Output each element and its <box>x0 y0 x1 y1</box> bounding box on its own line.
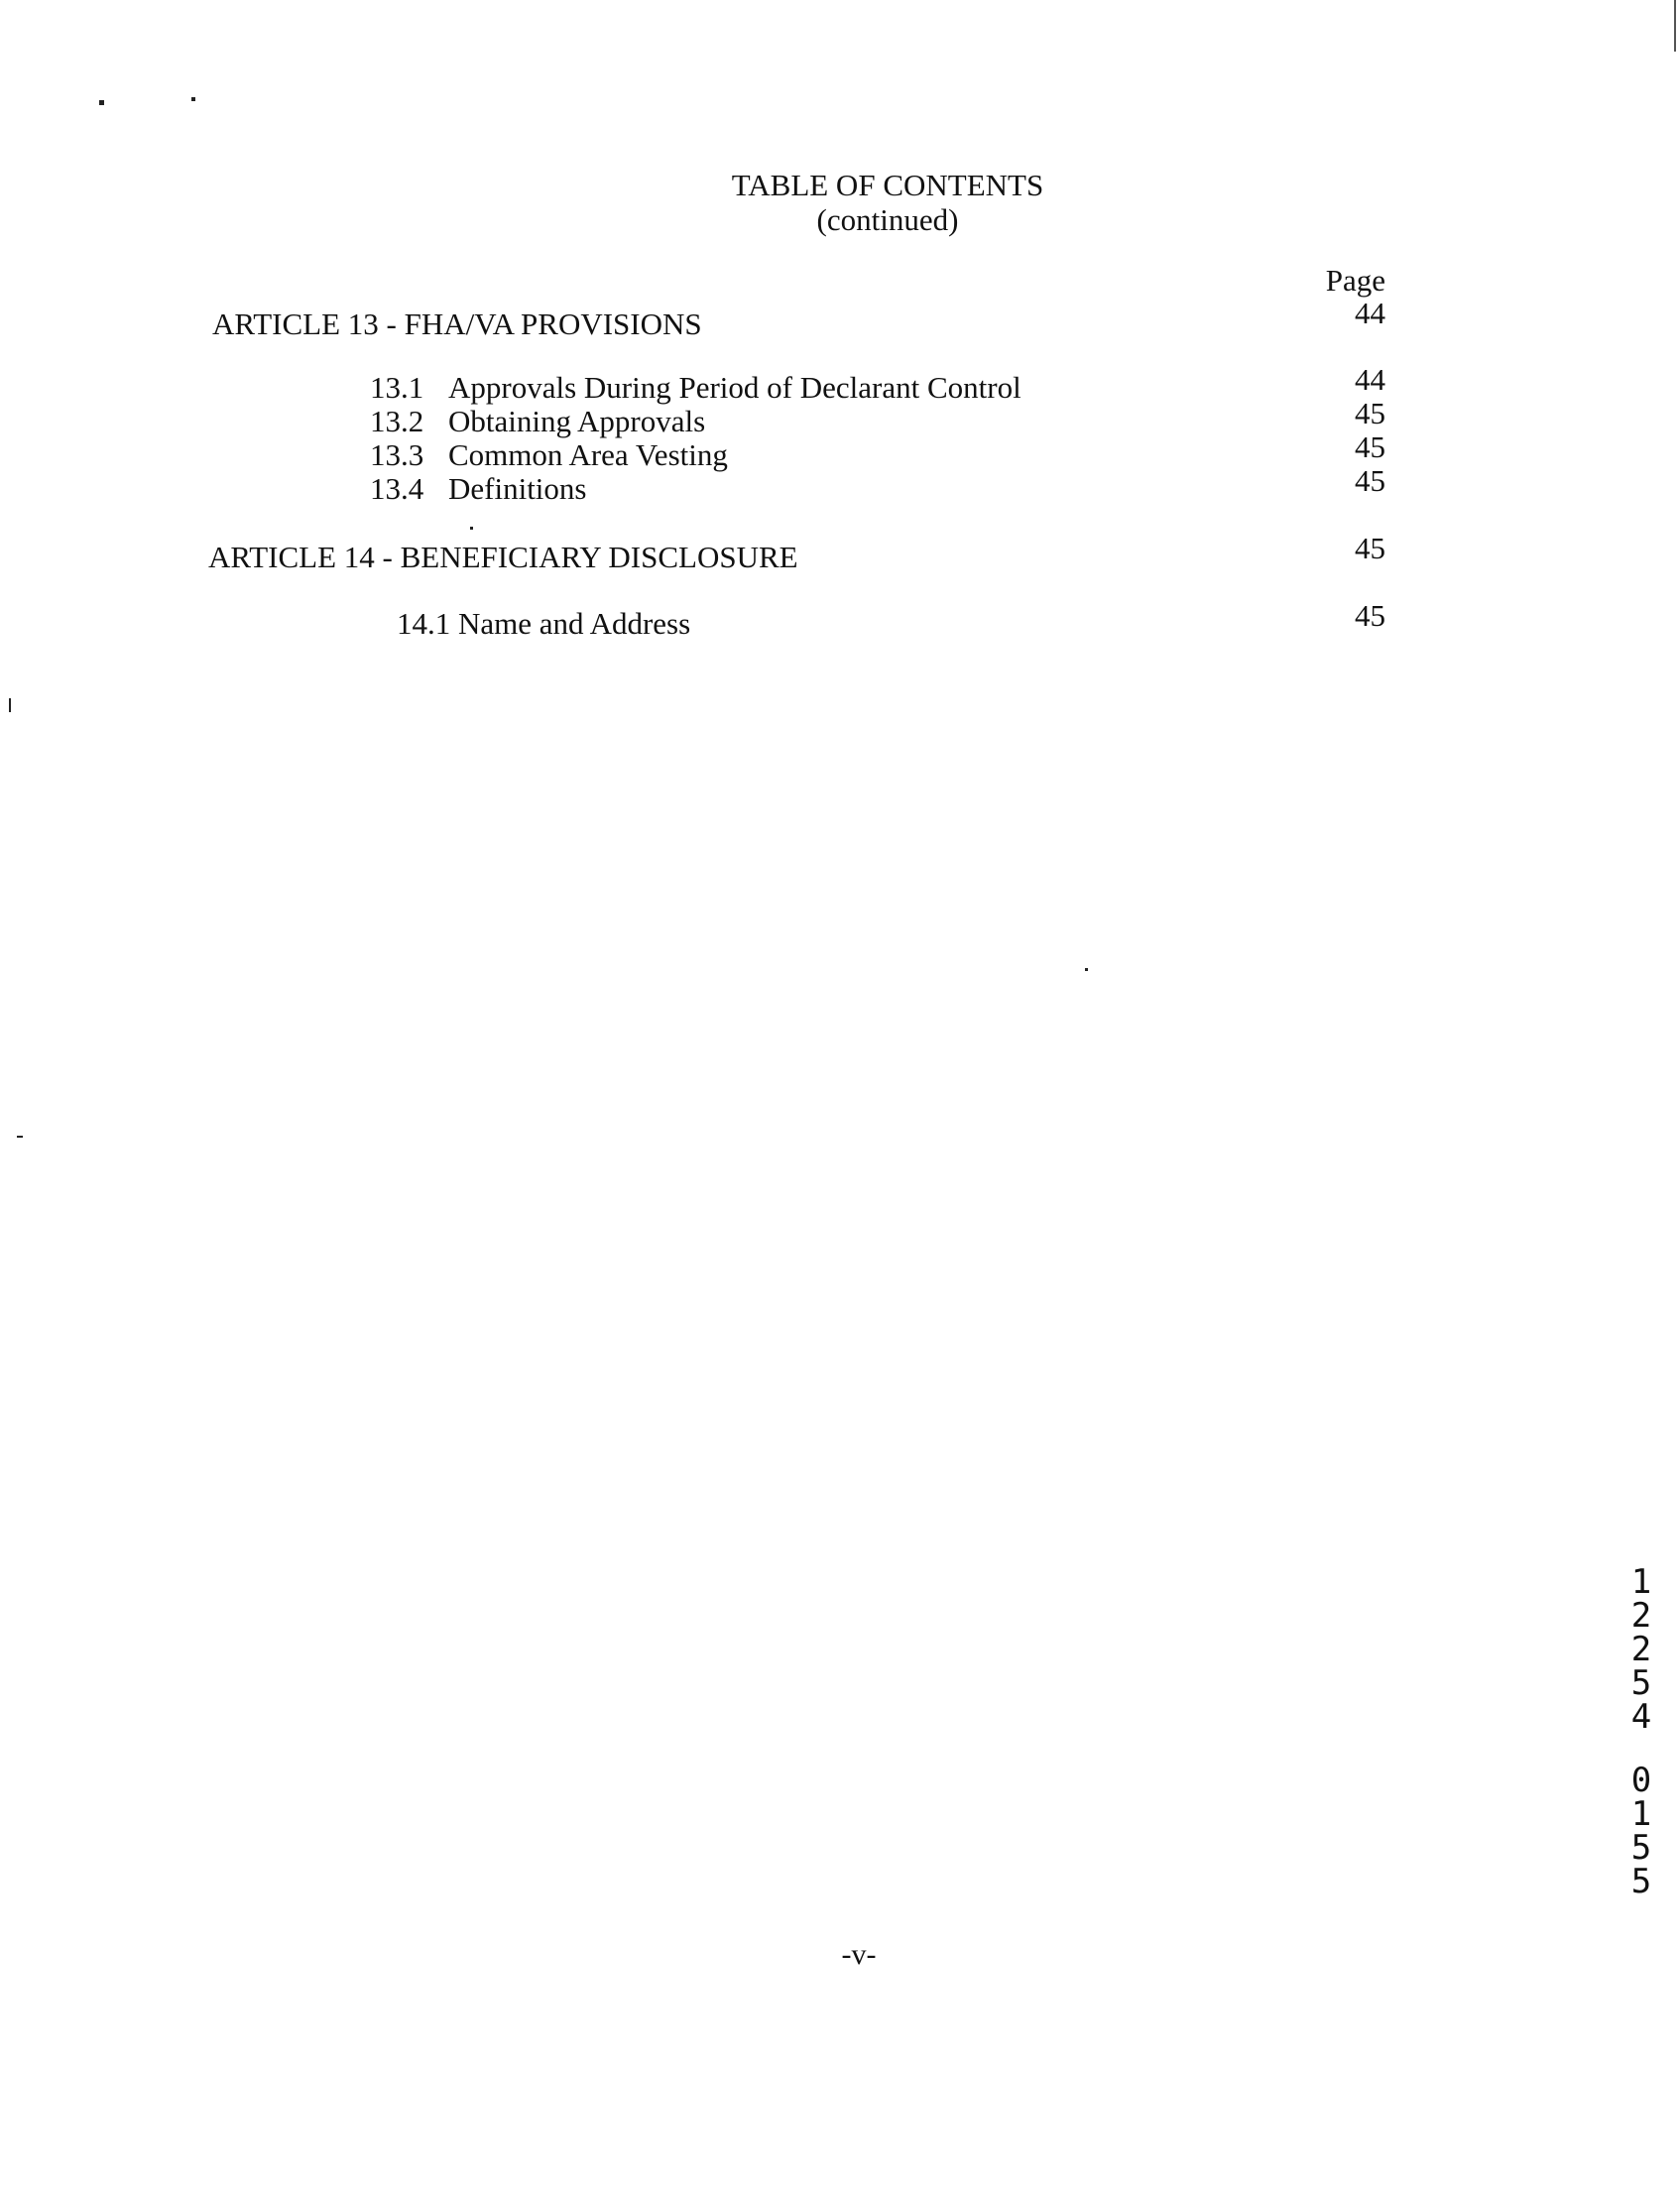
section-title: Approvals During Period of Declarant Control <box>448 370 1021 405</box>
section-page-number: 44 <box>1355 362 1385 397</box>
recording-stamp-digit: 2 <box>1630 1596 1652 1636</box>
section-entry <box>370 405 705 438</box>
recording-stamp-digit: 5 <box>1630 1828 1652 1868</box>
scan-speck <box>17 1136 23 1138</box>
recording-stamp-digit: 0 <box>1630 1761 1652 1800</box>
section-number: 13.4 <box>370 471 424 506</box>
section-entry <box>397 607 690 641</box>
section-entry <box>370 472 587 506</box>
scan-speck <box>470 527 473 530</box>
section-page-number: 45 <box>1355 463 1385 498</box>
section-number: 13.3 <box>370 437 424 472</box>
scan-edge-mark <box>1674 0 1676 52</box>
recording-stamp-digit: 1 <box>1630 1794 1652 1834</box>
recording-stamp-digit: 1 <box>1630 1562 1652 1602</box>
section-title: Obtaining Approvals <box>448 404 706 438</box>
article-page-number: 45 <box>1355 531 1385 565</box>
section-title: Name and Address <box>458 606 691 641</box>
toc-subtitle: (continued) <box>816 202 959 237</box>
scan-speck <box>1085 968 1088 971</box>
section-number: 13.2 <box>370 404 424 438</box>
section-number: 14.1 <box>397 606 451 641</box>
scan-speck <box>9 698 11 712</box>
article-heading: ARTICLE 13 - FHA/VA PROVISIONS <box>212 306 702 341</box>
section-title: Definitions <box>448 471 587 506</box>
section-page-number: 45 <box>1355 429 1385 464</box>
section-number: 13.1 <box>370 370 424 405</box>
section-entry <box>370 371 1021 405</box>
scan-speck <box>191 97 195 101</box>
section-entry <box>370 438 728 472</box>
page-column-header: Page <box>1325 263 1385 298</box>
article-heading: ARTICLE 14 - BENEFICIARY DISCLOSURE <box>208 540 798 574</box>
article-page-number: 44 <box>1355 296 1385 330</box>
recording-stamp-digit: 4 <box>1630 1697 1652 1737</box>
page-footer-number: -v- <box>841 1938 877 1971</box>
recording-stamp-digit: 5 <box>1630 1862 1652 1901</box>
toc-title: TABLE OF CONTENTS <box>731 168 1044 202</box>
section-page-number: 45 <box>1355 598 1385 633</box>
scan-speck <box>99 100 104 105</box>
recording-stamp-digit: 5 <box>1630 1663 1652 1703</box>
recording-stamp-digit: 2 <box>1630 1630 1652 1669</box>
section-title: Common Area Vesting <box>448 437 728 472</box>
section-page-number: 45 <box>1355 396 1385 430</box>
